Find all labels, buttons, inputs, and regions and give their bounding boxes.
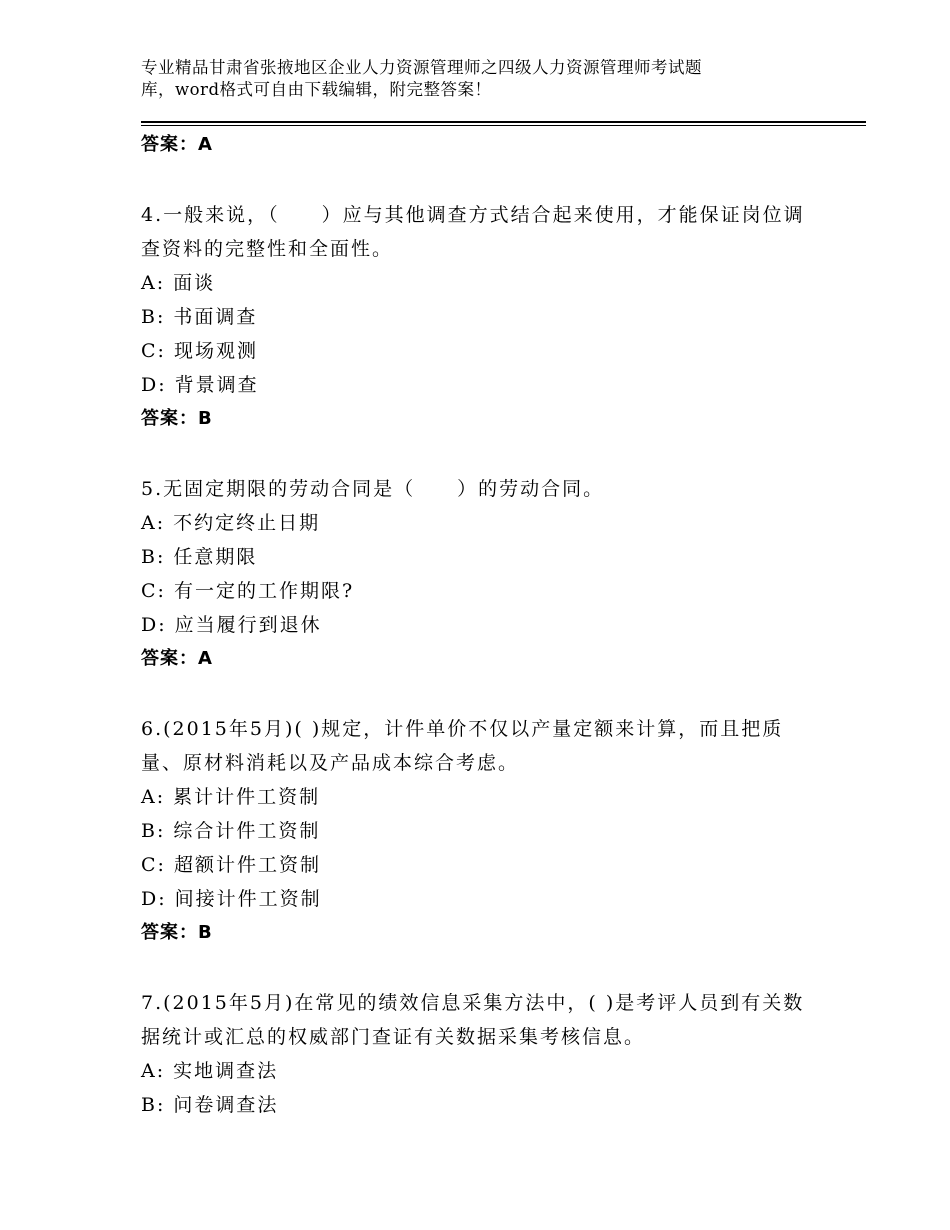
question-4-option-c: C: 现场观测 — [141, 340, 258, 362]
question-4-option-a: A: 面谈 — [141, 272, 216, 294]
header-line-2: 库，word格式可自由下载编辑，附完整答案！ — [141, 80, 492, 99]
question-7-text: 7.(2015年5月)在常见的绩效信息采集方法中，( )是考评人员到有关数据统计或汇总的权威部门查证有关数据采集考核信息。 — [141, 992, 805, 1048]
answer-4: 答案：B — [141, 408, 213, 429]
answer-3: 答案：A — [141, 134, 213, 155]
question-block-5 — [141, 472, 866, 676]
question-5-option-a: A: 不约定终止日期 — [141, 512, 321, 534]
question-5-option-c: C: 有一定的工作期限? — [141, 580, 355, 602]
question-7-option-a: A: 实地调查法 — [141, 1060, 279, 1082]
question-block-4 — [141, 198, 866, 436]
question-7-option-b: B: 问卷调查法 — [141, 1094, 279, 1116]
question-6-option-c: C: 超额计件工资制 — [141, 854, 321, 876]
question-4-option-d: D: 背景调查 — [141, 374, 259, 396]
question-6-option-d: D: 间接计件工资制 — [141, 888, 322, 910]
question-6-text: 6.(2015年5月)( )规定，计件单价不仅以产量定额来计算，而且把质量、原材料消耗以及产品成本综合考虑。 — [141, 718, 784, 774]
question-6-option-a: A: 累计计件工资制 — [141, 786, 321, 808]
answer-6: 答案：B — [141, 922, 213, 943]
question-4-option-b: B: 书面调查 — [141, 306, 258, 328]
question-4-text: 4.一般来说，（ ）应与其他调查方式结合起来使用，才能保证岗位调查资料的完整性和全面性。 — [141, 204, 805, 260]
question-5-option-b: B: 任意期限 — [141, 546, 258, 568]
header-line-1: 专业精品甘肃省张掖地区企业人力资源管理师之四级人力资源管理师考试题 — [141, 58, 702, 77]
document-body — [141, 128, 866, 1122]
question-5-text: 5.无固定期限的劳动合同是（ ）的劳动合同。 — [141, 478, 605, 500]
document-header — [141, 57, 821, 101]
question-block-6 — [141, 712, 866, 950]
header-rule-thin — [141, 125, 866, 126]
question-5-option-d: D: 应当履行到退休 — [141, 614, 322, 636]
question-6-option-b: B: 综合计件工资制 — [141, 820, 321, 842]
answer-5: 答案：A — [141, 648, 213, 669]
question-block-7 — [141, 986, 866, 1122]
header-rule-thick — [141, 121, 866, 123]
